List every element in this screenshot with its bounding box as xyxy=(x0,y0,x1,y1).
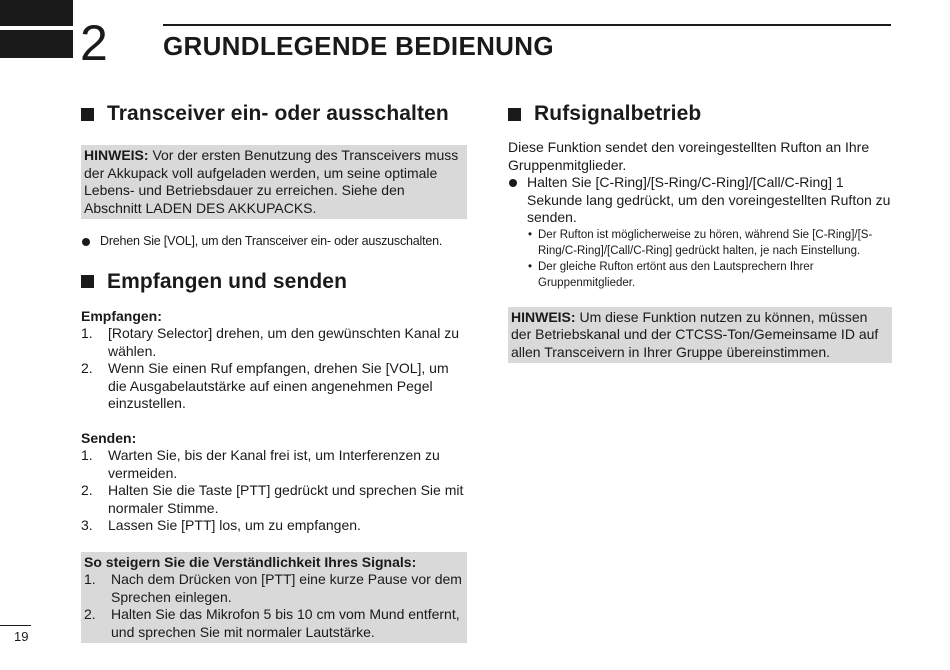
list-item xyxy=(81,447,467,482)
bullet-dot-icon xyxy=(509,179,517,187)
left-column xyxy=(81,100,467,643)
note-text: Um diese Funktion nutzen zu können, müssen der Betriebskanal und der CTCSS-Ton/Gemeinsame ID auf allen Transceivern in Ihrer Gruppe übereinstimmen. xyxy=(511,308,879,360)
square-bullet-icon xyxy=(508,108,521,121)
note-box xyxy=(508,307,892,364)
sub-bullet-icon: • xyxy=(528,228,533,241)
step-number: 1. xyxy=(81,325,93,341)
step-text: Halten Sie die Taste [PTT] gedrückt und sprechen Sie mit normaler Stimme. xyxy=(108,482,464,516)
bullet-item xyxy=(81,233,467,251)
bullet-text: Drehen Sie [VOL], um den Transceiver ein- oder auszuschalten. xyxy=(100,234,443,248)
section-heading-text: Empfangen und senden xyxy=(107,269,348,293)
tip-box xyxy=(81,552,467,644)
step-text: Nach dem Drücken von [PTT] eine kurze Pause vor dem Sprechen einlegen. xyxy=(111,571,462,605)
step-number: 1. xyxy=(84,571,96,587)
section-heading-power xyxy=(81,100,467,128)
sub-bullet-text: Der Rufton ist möglicherweise zu hören, während Sie [C-Ring]/[S-Ring/C-Ring]/[Call/C-Ring] gedrückt halten, je nach Einstellung. xyxy=(538,228,873,257)
sub-bullet-text: Der gleiche Rufton ertönt aus den Lautsprechern Ihrer Gruppenmitglieder. xyxy=(538,260,814,289)
section-heading-call xyxy=(508,100,892,128)
list-item xyxy=(528,227,892,259)
list-item xyxy=(84,571,463,606)
list-item xyxy=(528,259,892,291)
sub-bullet-list xyxy=(528,227,892,291)
step-text: Wenn Sie einen Ruf empfangen, drehen Sie [VOL], um die Ausgabelautstärke auf einen angenehmen Pegel einzustellen. xyxy=(108,360,449,411)
bullet-text: Halten Sie [C-Ring]/[S-Ring/C-Ring]/[Call/C-Ring] 1 Sekunde lang gedrückt, um den voreingestellten Rufton zu senden. xyxy=(527,174,891,225)
note-label: HINWEIS: xyxy=(84,147,149,163)
page-number-rule xyxy=(0,625,31,626)
right-column xyxy=(508,100,892,363)
send-label: Senden: xyxy=(81,429,137,446)
chapter-title: GRUNDLEGENDE BEDIENUNG xyxy=(163,31,554,61)
note-box xyxy=(81,145,467,219)
intro-text: Diese Funktion sendet den voreingestellten Rufton an Ihre Gruppenmitglieder. xyxy=(508,139,870,173)
chapter-tab-decoration xyxy=(0,0,73,26)
step-number: 2. xyxy=(81,482,93,498)
step-text: Halten Sie das Mikrofon 5 bis 10 cm vom Mund entfernt, und sprechen Sie mit normaler Lautstärke. xyxy=(111,606,460,640)
list-item xyxy=(81,360,467,413)
bullet-item xyxy=(508,174,892,227)
chapter-tab-marker xyxy=(0,30,73,58)
list-item xyxy=(84,606,463,641)
section-heading-receive-send xyxy=(81,268,467,296)
sub-bullet-icon: • xyxy=(528,260,533,273)
list-item xyxy=(81,482,467,517)
step-text: [Rotary Selector] drehen, um den gewünschten Kanal zu wählen. xyxy=(108,325,459,359)
step-number: 1. xyxy=(81,447,93,463)
receive-steps xyxy=(81,325,467,413)
step-text: Lassen Sie [PTT] los, um zu empfangen. xyxy=(108,517,361,533)
note-text: Vor der ersten Benutzung des Transceivers muss der Akkupack voll aufgeladen werden, um seine optimale Lebens- und Betriebsdauer zu erreichen. Siehe den Abschnitt LADEN DES AKKUPACKS. xyxy=(84,147,459,216)
list-item xyxy=(81,517,467,535)
chapter-number: 2 xyxy=(80,15,108,71)
title-rule xyxy=(163,24,891,26)
section-heading-text: Transceiver ein- oder ausschalten xyxy=(107,102,449,125)
note-label: HINWEIS: xyxy=(511,308,576,325)
step-number: 3. xyxy=(81,517,93,533)
bullet-dot-icon xyxy=(82,238,90,246)
tip-label: So steigern Sie die Verständlichkeit Ihres Signals: xyxy=(84,553,417,570)
list-item xyxy=(81,325,467,360)
receive-label: Empfangen: xyxy=(81,307,162,324)
step-text: Warten Sie, bis der Kanal frei ist, um Interferenzen zu vermeiden. xyxy=(108,447,440,481)
section-heading-text: Rufsignalbetrieb xyxy=(534,102,702,125)
square-bullet-icon xyxy=(81,275,94,288)
step-number: 2. xyxy=(84,606,96,622)
page-number: 19 xyxy=(14,629,29,644)
tip-steps xyxy=(84,571,463,641)
step-number: 2. xyxy=(81,360,93,376)
send-steps xyxy=(81,447,467,535)
square-bullet-icon xyxy=(81,108,94,121)
